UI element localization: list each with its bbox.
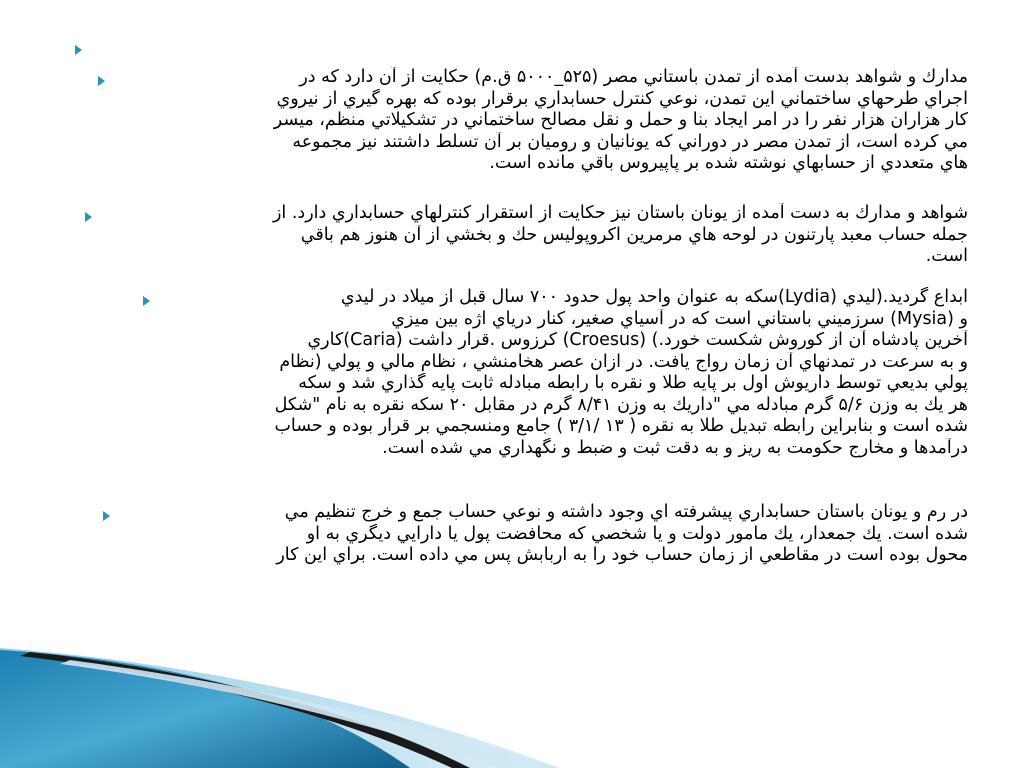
- paragraph-line: شده است و بنابراين رابطه تبديل طلا به نقره ( ۱۳ /۳/۱ ) جامع ومنسجمي بر قرار بوده و حساب: [274, 416, 968, 436]
- paragraph-line: در رم و يونان باستان حسابداري پيشرفته اي وجود داشته و نوعي حساب جمع و خرج تنظيم مي: [284, 502, 968, 522]
- paragraph-line: است.: [925, 246, 968, 266]
- paragraph-line: شده است. يك جمعدار، يك مامور دولت و يا شخصي كه محافضت پول يا دارايي ديگري به او: [306, 523, 968, 544]
- paragraph-line: هر يك به وزن ۵/۶ گرم مبادله مي "داريك به وزن ۸/۴۱ گرم در مقابل ۲۰ سكه نقره به نام "شكل: [274, 394, 968, 415]
- paragraph-line: درآمدها و مخارج حكومت به ريز و به دقت ثبت و ضبط و نگهداري مي شده است.: [382, 437, 968, 458]
- paragraph-line: پولي بديعي توسط داريوش اول بر پايه طلا و نقره با رابطه مبادله ثابت پايه گذاري شد و سكه: [298, 373, 968, 393]
- paragraph-line: آخرين پادشاه آن از كوروش شكست خورد.) (Croesus) كرزوس .قرار داشت (Caria)كاري: [307, 330, 968, 350]
- paragraph-line: هاي متعددي از حسابهاي نوشته شده بر پاپيروس باقي مانده است.: [489, 153, 968, 173]
- paragraph-line: مدارك و شواهد بدست آمده از تمدن باستاني مصر (۵۲۵_۵۰۰۰ ق.م) حكايت از آن دارد كه در: [299, 67, 968, 87]
- paragraph-line: ابداع گرديد.(ليدي (Lydia)سكه به عنوان واحد پول حدود ۷۰۰ سال قبل از ميلاد در ليدي: [340, 287, 968, 307]
- paragraph-line: محول بوده است در مقاطعي از زمان حساب خود را به اربابش پس مي داده است. براي اين كار: [276, 545, 968, 565]
- paragraph-line: جمله حساب معبد پارتنون در لوحه هاي مرمرين اكروپوليس حك و بخشي از آن هنوز هم باقي: [300, 224, 968, 245]
- paragraph-line: كار هزاران هزار نفر را در امر ايجاد بنا و حمل و نقل مصالح ساختماني در تشكيلاتي منظم، ميسر: [273, 110, 968, 130]
- paragraph-line: مي كرده است، از تمدن مصر در دوراني كه يونانيان و روميان بر آن تسلط داشتند نيز مجموعه: [292, 131, 968, 152]
- paragraph-line: و به سرعت در تمدنهاي آن زمان رواج يافت. در ازان عصر هخامنشي ، نظام مالي و پولي (نظام: [279, 351, 968, 372]
- paragraph-line: و (Mysia) سرزميني باستاني است كه در آسياي صغير، كنار درياي اژه بين ميزي: [391, 308, 968, 329]
- paragraph-line: شواهد و مدارك به دست آمده از يونان باستان نيز حكايت از استقرار كنترلهاي حسابداري دارد. از: [272, 203, 968, 223]
- paragraph-line: اجراي طرحهاي ساختماني اين تمدن، نوعي كنترل حسابداري برقرار بوده كه بهره گيري از نيروي: [276, 88, 968, 109]
